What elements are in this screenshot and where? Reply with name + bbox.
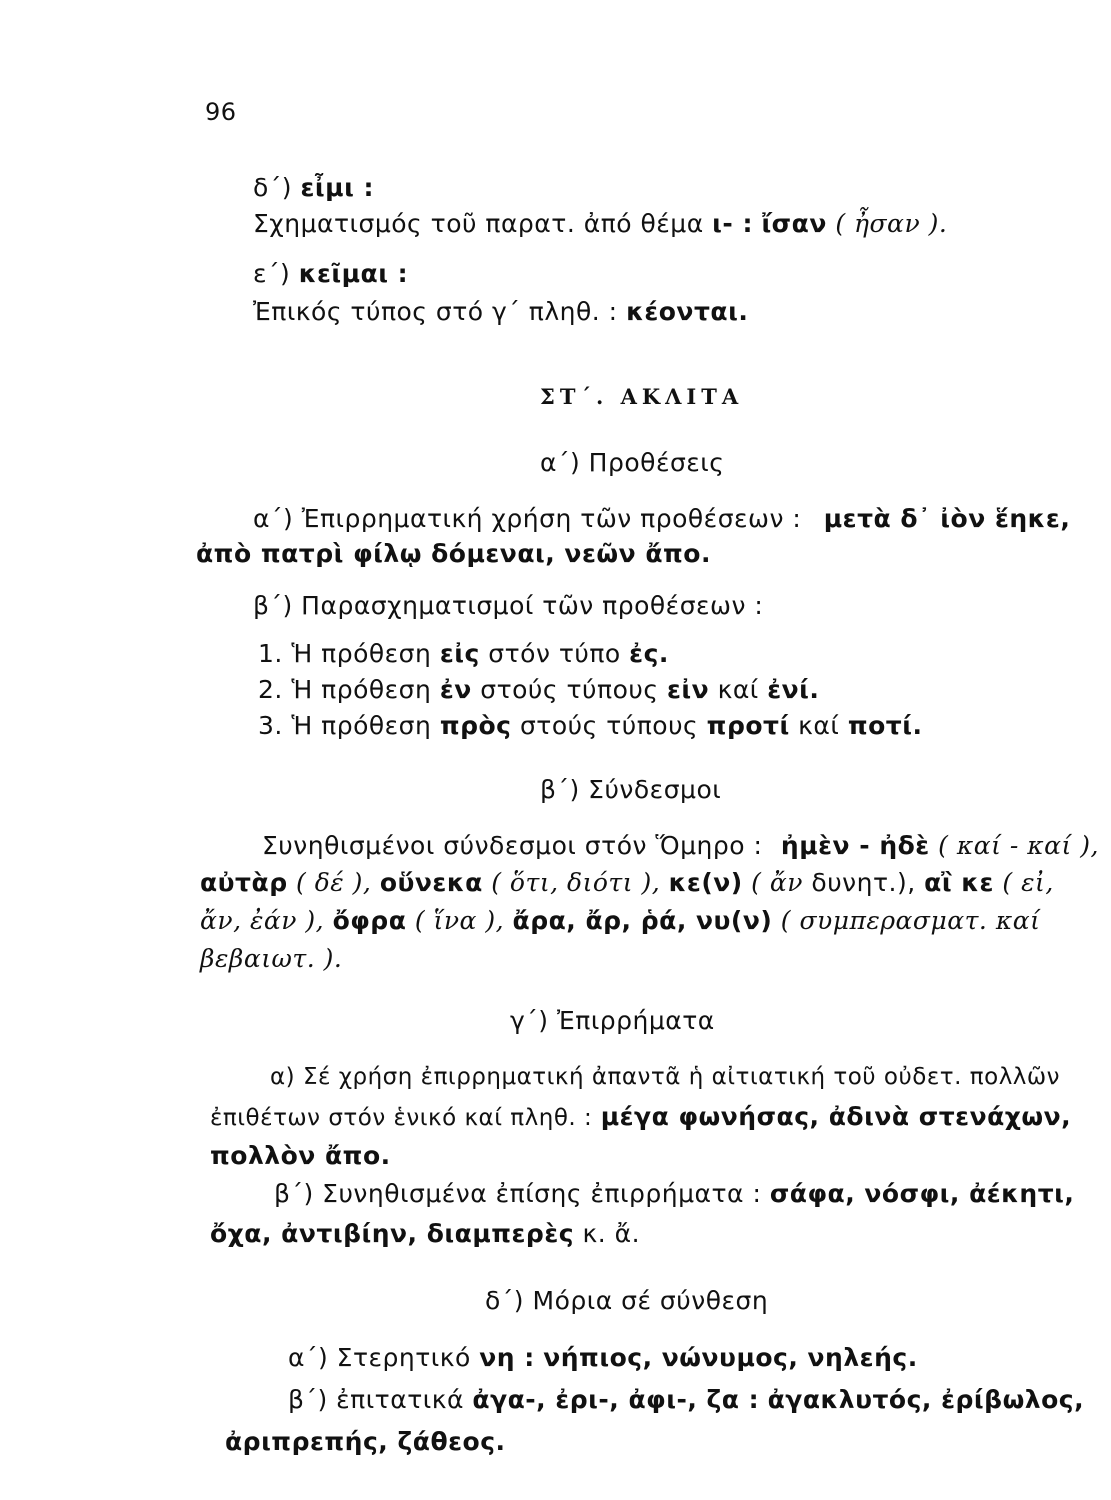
- bold-form: ι- :: [712, 209, 753, 238]
- bold-form: ἐνί.: [767, 675, 820, 704]
- adv-a-line1: [270, 1061, 1060, 1093]
- bold-form: ποτί.: [847, 711, 923, 740]
- bold-example: ἀγακλυτός, ἐρίβωλος,: [767, 1385, 1085, 1414]
- list-label: ε΄): [253, 259, 291, 288]
- bold-example: πολλὸν ἄπο.: [210, 1141, 391, 1170]
- bold-form: πρὸς: [439, 711, 512, 740]
- adv-a-line2: [210, 1101, 1071, 1134]
- body-text: β΄) ἐπιτατικά: [288, 1385, 464, 1414]
- bold-form: οὕνεκα: [379, 868, 483, 897]
- conj-line2: [200, 867, 1054, 899]
- verb-eimi-heading: [253, 172, 374, 204]
- bold-form: εἰς: [439, 639, 480, 668]
- bold-example: μετὰ δ᾽ ἰὸν ἕηκε,: [823, 504, 1071, 533]
- item-number: 1.: [258, 639, 283, 668]
- body-text: Παρασχηματισμοί τῶν προθέσεων :: [301, 591, 764, 620]
- bold-example: ἀπὸ πατρὶ φίλῳ δόμεναι, νεῶν ἄπο.: [196, 539, 711, 568]
- bold-form: κέονται.: [626, 297, 749, 326]
- italic-gloss: ( ἵνα ),: [414, 906, 505, 935]
- verb-eimi-text: [253, 208, 947, 240]
- page-number: 96: [205, 98, 237, 126]
- bold-form: εἰν: [666, 675, 710, 704]
- particles-b-line2: [225, 1426, 506, 1458]
- body-text: στούς τύπους: [480, 675, 659, 704]
- body-text: Ἡ πρόθεση: [291, 711, 432, 740]
- body-text: Ἡ πρόθεση: [291, 639, 432, 668]
- body-text: β΄) Συνηθισμένα ἐπίσης ἐπιρρήματα :: [274, 1179, 762, 1208]
- verb-keimai-text: [253, 296, 748, 328]
- italic-gloss: ἄν, ἐάν ),: [200, 906, 325, 935]
- list-item: [258, 638, 669, 670]
- body-text: Ἐπικός τύπος στό γ΄ πληθ. :: [253, 297, 618, 326]
- particles-b-line1: [288, 1384, 1084, 1416]
- verb-keimai-heading: [253, 258, 408, 290]
- section-title: ΣΤ΄. ΑΚΛΙΤΑ: [540, 384, 744, 409]
- adv-b-line2: [210, 1218, 640, 1250]
- conjunctions-heading: β΄) Σύνδεσμοι: [540, 775, 722, 804]
- italic-gloss: ( συμπερασματ. καί: [780, 906, 1041, 935]
- body-text: Ἐπιρρηματική χρήση τῶν προθέσεων :: [301, 504, 802, 533]
- verb-word: κεῖμαι :: [298, 259, 409, 288]
- body-text: στόν τύπο: [488, 639, 621, 668]
- bold-example: μέγα φωνήσας, ἀδινὰ στενάχων,: [600, 1102, 1072, 1131]
- italic-gloss: ( ὅτι, διότι ),: [491, 868, 661, 897]
- bold-form: ἴσαν: [761, 209, 827, 238]
- adverbs-heading: γ΄) Ἐπιρρήματα: [510, 1006, 715, 1035]
- list-label: δ΄): [253, 173, 293, 202]
- bold-form: ἐς.: [629, 639, 669, 668]
- bold-form: νη :: [479, 1343, 535, 1372]
- bold-form: ἀγα-, ἐρι-, ἀφι-, ζα :: [472, 1385, 760, 1414]
- body-text: καί: [798, 711, 840, 740]
- bold-form: ὄφρα: [332, 906, 407, 935]
- bold-form: κε(ν): [668, 868, 743, 897]
- prepositions-heading: α΄) Προθέσεις: [540, 448, 725, 477]
- prep-b-line: [253, 590, 763, 622]
- bold-form: ἠμὲν - ἠδὲ: [780, 831, 930, 860]
- body-text: α΄) Στερητικό: [288, 1343, 471, 1372]
- italic-gloss: ( ἄν: [751, 868, 803, 897]
- particles-a-line: [288, 1342, 918, 1374]
- body-text: Ἡ πρόθεση: [291, 675, 432, 704]
- prep-a-line2: [196, 538, 711, 570]
- list-item: [258, 674, 819, 706]
- bold-form: αὐτὰρ: [200, 868, 288, 897]
- bold-example: νήπιος, νώνυμος, νηλεής.: [543, 1343, 918, 1372]
- list-item: [258, 710, 922, 742]
- body-text: α) Σέ χρήση ἐπιρρηματική ἀπαντᾶ ἡ αἰτιατική τοῦ οὐδετ. πολλῶν: [270, 1064, 1061, 1090]
- body-text: Σχηματισμός τοῦ παρατ. ἀπό θέμα: [253, 209, 704, 238]
- italic-gloss: ( ἦσαν ).: [835, 209, 948, 238]
- adv-b-line1: [274, 1178, 1074, 1210]
- body-text: καί: [717, 675, 759, 704]
- bold-form: ἐν: [439, 675, 472, 704]
- item-number: 3.: [258, 711, 283, 740]
- bold-example: σάφα, νόσφι, ἀέκητι,: [769, 1179, 1075, 1208]
- list-label: β΄): [253, 591, 293, 620]
- italic-gloss: ( εἰ,: [1002, 868, 1054, 897]
- list-label: α΄): [253, 504, 294, 533]
- body-text: στούς τύπους: [519, 711, 699, 740]
- bold-example: ὄχα, ἀντιβίην, διαμπερὲς: [210, 1219, 575, 1248]
- body-text: δυνητ.),: [811, 868, 916, 897]
- body-text: ἐπιθέτων στόν ἑνικό καί πληθ. :: [210, 1105, 593, 1131]
- body-text: κ. ἄ.: [582, 1219, 641, 1248]
- particles-heading: δ΄) Μόρια σέ σύνθεση: [485, 1286, 769, 1315]
- italic-gloss: βεβαιωτ. ).: [200, 944, 343, 973]
- prep-a-line1: [253, 503, 1070, 535]
- verb-word: εἶμι :: [300, 173, 375, 202]
- adv-a-line3: [210, 1140, 391, 1172]
- body-text: Συνηθισμένοι σύνδεσμοι στόν Ὅμηρο :: [262, 831, 763, 860]
- italic-gloss: ( δέ ),: [296, 868, 372, 897]
- bold-form: αἲ κε: [924, 868, 994, 897]
- bold-example: ἀριπρεπής, ζάθεος.: [225, 1427, 506, 1456]
- italic-gloss: ( καί - καί ),: [938, 831, 1100, 860]
- conj-line1: [262, 830, 1099, 862]
- bold-form: προτί: [706, 711, 790, 740]
- bold-form: ἄρα, ἄρ, ῥά, νυ(ν): [512, 906, 773, 935]
- conj-line3: [200, 905, 1040, 937]
- item-number: 2.: [258, 675, 283, 704]
- conj-line4: [200, 943, 342, 975]
